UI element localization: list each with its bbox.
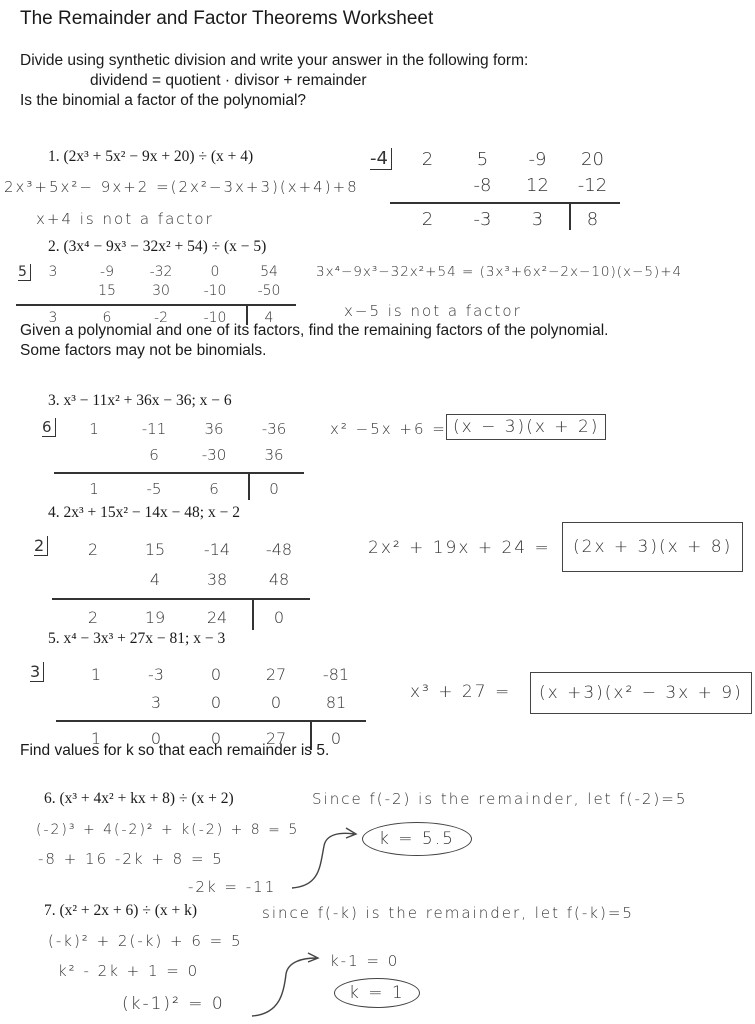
remainder-separator xyxy=(569,204,571,230)
coefficient: 2 xyxy=(421,148,434,170)
remainder-separator xyxy=(248,474,250,500)
coefficient: 0 xyxy=(210,728,222,748)
coefficient: 3 xyxy=(150,692,162,712)
problem-number: 6. xyxy=(44,790,56,807)
arrow-icon xyxy=(290,826,370,892)
worksheet-title: The Remainder and Factor Theorems Worksheet xyxy=(20,8,434,29)
handwritten-conclusion: x+4 is not a factor xyxy=(36,210,214,228)
coefficient: -10 xyxy=(203,309,227,326)
circled-answer: k = 1 xyxy=(334,978,420,1008)
problem-number: 1. xyxy=(48,148,60,165)
problem-6 xyxy=(44,790,234,808)
coefficient: 20 xyxy=(581,148,604,170)
section-instruction: Given a polynomial and one of its factors, find the remaining factors of the polynomial. xyxy=(20,322,609,339)
coefficient: 0 xyxy=(210,692,222,712)
problem-number: 7. xyxy=(44,902,56,919)
coefficient: 6 xyxy=(149,446,159,464)
result-row xyxy=(400,206,620,232)
remainder: 0 xyxy=(273,607,285,627)
coefficient: -11 xyxy=(141,420,167,438)
coefficient: 1 xyxy=(89,480,99,498)
handwritten-reasoning: since f(-k) is the remainder, let f(-k)=5 xyxy=(262,904,634,922)
problem-7 xyxy=(44,902,197,920)
coefficient: 30 xyxy=(152,282,170,299)
coefficient: -36 xyxy=(261,420,287,438)
coefficient: 38 xyxy=(206,569,228,589)
coefficient: -9 xyxy=(528,148,547,170)
dividend-row xyxy=(64,416,304,442)
coefficient: 5 xyxy=(476,148,489,170)
coefficient: 36 xyxy=(264,446,284,464)
handwritten-step: (-2)³ + 4(-2)² + k(-2) + 8 = 5 xyxy=(36,822,300,838)
result-row xyxy=(64,476,304,502)
remainder-separator xyxy=(252,600,254,630)
dividend-row xyxy=(66,660,366,688)
handwritten-step: -8 + 16 -2k + 8 = 5 xyxy=(38,850,224,868)
remainder: 4 xyxy=(264,309,274,326)
coefficient: -30 xyxy=(201,446,227,464)
coefficient: 3 xyxy=(531,208,544,230)
handwritten-quotient: x² −5x +6 = xyxy=(330,420,447,438)
arrow-icon xyxy=(250,952,330,1022)
coefficient: 1 xyxy=(90,728,102,748)
coefficient: -14 xyxy=(203,539,231,559)
problem-number: 5. xyxy=(48,630,60,647)
coefficient: 2 xyxy=(87,607,99,627)
product-row xyxy=(64,442,304,468)
division-line xyxy=(390,202,620,204)
instruction-question: Is the binomial a factor of the polynomial? xyxy=(20,92,307,109)
coefficient: 19 xyxy=(144,607,166,627)
dividend-row xyxy=(26,262,296,281)
division-line xyxy=(16,304,296,306)
dividend-row xyxy=(400,146,620,172)
product-row xyxy=(66,688,366,716)
coefficient: -48 xyxy=(265,539,293,559)
boxed-answer: (x +3)(x² − 3x + 9) xyxy=(530,672,752,714)
coefficient: 15 xyxy=(144,539,166,559)
coefficient: -3 xyxy=(148,664,164,684)
coefficient: -9 xyxy=(100,263,114,280)
handwritten-step: (-k)² + 2(-k) + 6 = 5 xyxy=(48,932,243,950)
product-row xyxy=(26,281,296,300)
coefficient: 2 xyxy=(87,539,99,559)
coefficient: -5 xyxy=(146,480,162,498)
handwritten-equation: 3x⁴−9x³−32x²+54 = (3x³+6x²−2x−10)(x−5)+4 xyxy=(316,264,683,280)
handwritten-step: (k-1)² = 0 xyxy=(122,994,225,1014)
coefficient: 6 xyxy=(209,480,219,498)
coefficient: 2 xyxy=(421,208,434,230)
remainder: 8 xyxy=(586,208,599,230)
coefficient: 6 xyxy=(102,309,112,326)
result-row xyxy=(62,602,310,632)
problem-2 xyxy=(48,238,266,256)
coefficient: 48 xyxy=(268,569,290,589)
coefficient: 0 xyxy=(150,728,162,748)
coefficient: 15 xyxy=(98,282,116,299)
remainder: 0 xyxy=(269,480,279,498)
problem-text: x³ − 11x² + 36x − 36; x − 6 xyxy=(63,392,232,409)
problem-3 xyxy=(48,392,232,410)
coefficient: -32 xyxy=(149,263,173,280)
coefficient: -8 xyxy=(473,174,492,196)
handwritten-conclusion: x−5 is not a factor xyxy=(344,302,522,320)
coefficient: 54 xyxy=(260,263,278,280)
handwritten-quotient: x³ + 27 = xyxy=(410,682,512,702)
problem-text: (2x³ + 5x² − 9x + 20) ÷ (x + 4) xyxy=(63,148,254,165)
divisor: 3 xyxy=(30,662,44,682)
problem-text: (3x⁴ − 9x³ − 32x² + 54) ÷ (x − 5) xyxy=(63,238,267,255)
problem-4 xyxy=(48,504,240,522)
coefficient: -2 xyxy=(154,309,168,326)
instruction-line: Divide using synthetic division and write your answer in the following form: xyxy=(20,52,529,69)
divisor: -4 xyxy=(370,148,392,170)
boxed-answer: (x − 3)(x + 2) xyxy=(446,414,606,440)
coefficient: -3 xyxy=(473,208,492,230)
coefficient: 3 xyxy=(48,263,58,280)
problem-5 xyxy=(48,630,225,648)
problem-text: x⁴ − 3x³ + 27x − 81; x − 3 xyxy=(63,630,226,647)
coefficient: 3 xyxy=(48,309,58,326)
handwritten-quotient: 2x² + 19x + 24 = xyxy=(368,538,551,558)
divisor: 5 xyxy=(18,264,31,281)
coefficient: 27 xyxy=(265,664,287,684)
coefficient: 1 xyxy=(89,420,99,438)
problem-number: 4. xyxy=(48,504,60,521)
coefficient: 81 xyxy=(325,692,347,712)
coefficient: -50 xyxy=(257,282,281,299)
problem-text: 2x³ + 15x² − 14x − 48; x − 2 xyxy=(63,504,240,521)
coefficient: 24 xyxy=(206,607,228,627)
coefficient: -12 xyxy=(577,174,608,196)
section-instruction: Find values for k so that each remainder is 5. xyxy=(20,742,330,759)
handwritten-step: k² - 2k + 1 = 0 xyxy=(58,962,200,980)
instruction-form: dividend = quotient · divisor + remainder xyxy=(90,72,367,89)
handwritten-step: k-1 = 0 xyxy=(330,952,400,970)
division-line xyxy=(54,472,304,474)
coefficient: 0 xyxy=(210,664,222,684)
coefficient: 36 xyxy=(204,420,224,438)
division-line xyxy=(52,598,310,600)
handwritten-reasoning: Since f(-2) is the remainder, let f(-2)=5 xyxy=(312,790,688,808)
divisor: 6 xyxy=(42,418,56,437)
coefficient: -81 xyxy=(322,664,350,684)
problem-number: 2. xyxy=(48,238,60,255)
problem-number: 3. xyxy=(48,392,60,409)
coefficient: 0 xyxy=(210,263,220,280)
circled-answer: k = 5.5 xyxy=(362,822,472,856)
coefficient: 1 xyxy=(90,664,102,684)
problem-text: (x³ + 4x² + kx + 8) ÷ (x + 2) xyxy=(59,790,234,807)
product-row xyxy=(62,564,310,594)
problem-1 xyxy=(48,148,253,166)
dividend-row xyxy=(62,534,310,564)
handwritten-step: -2k = -11 xyxy=(188,878,277,896)
section-instruction: Some factors may not be binomials. xyxy=(20,342,267,359)
coefficient: -10 xyxy=(203,282,227,299)
coefficient: 27 xyxy=(265,728,287,748)
division-line xyxy=(56,720,366,722)
coefficient: 0 xyxy=(270,692,282,712)
remainder: 0 xyxy=(330,728,342,748)
coefficient: 12 xyxy=(526,174,549,196)
handwritten-equation: 2x³+5x²− 9x+2 =(2x²−3x+3)(x+4)+8 xyxy=(4,178,359,196)
problem-text: (x² + 2x + 6) ÷ (x + k) xyxy=(59,902,198,919)
product-row xyxy=(400,172,620,198)
boxed-answer: (2x + 3)(x + 8) xyxy=(562,522,743,572)
divisor: 2 xyxy=(34,536,48,556)
coefficient: 4 xyxy=(149,569,161,589)
